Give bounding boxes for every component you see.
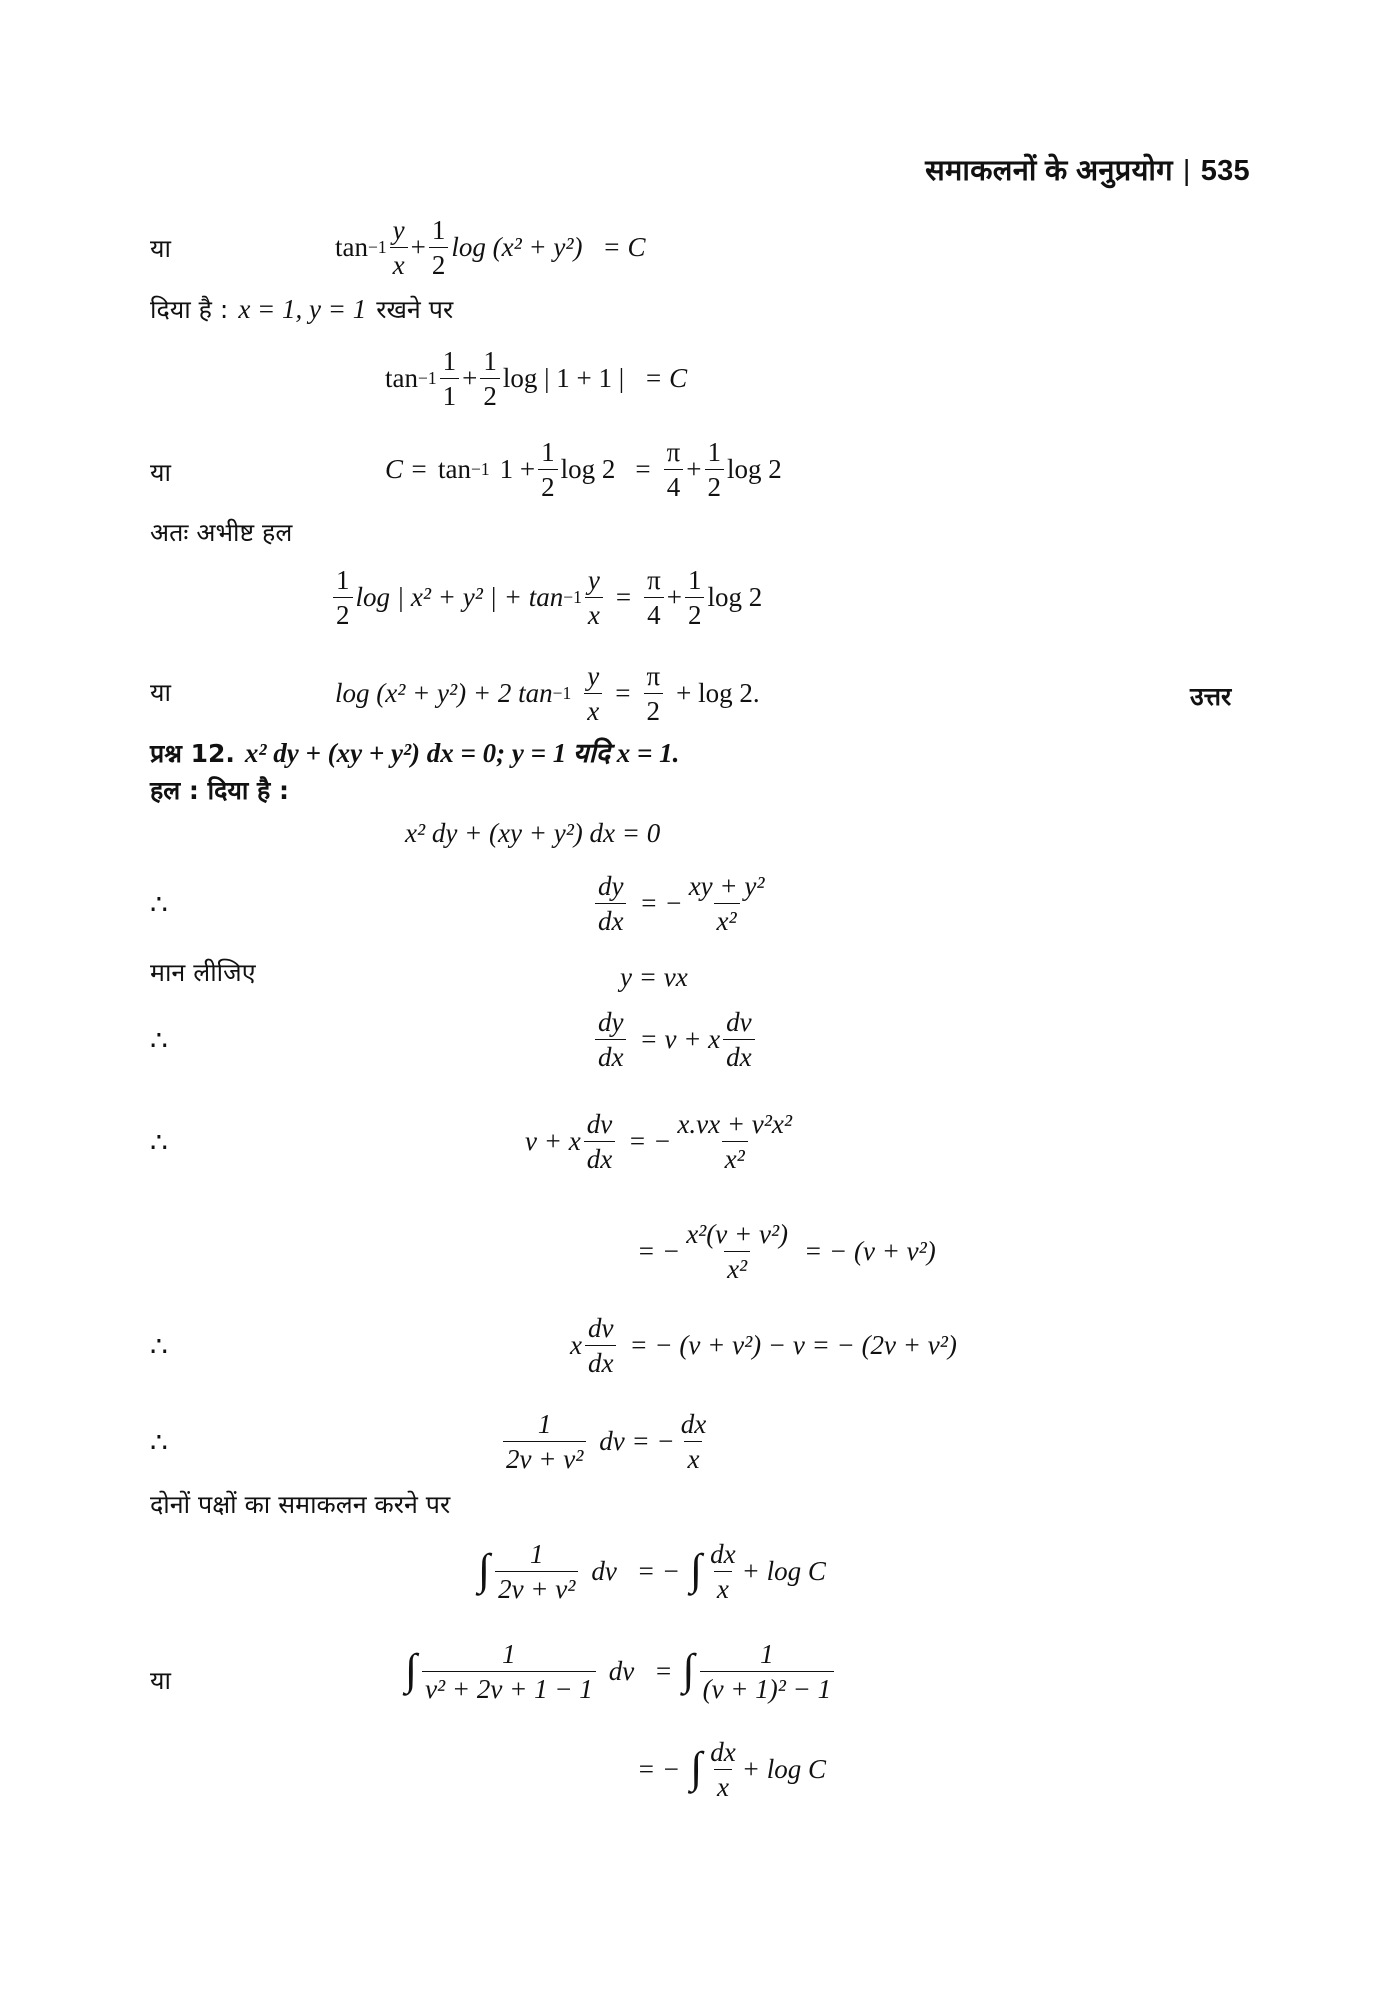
- equation-3: C = tan −1 1 + $\frac{1}{2}$ log 2 = $\frac{\pi}{4}$ + $\frac{1}{2}$ log 2: [385, 437, 782, 503]
- therefore-2: ∴: [150, 1024, 168, 1057]
- question-12: प्रश्न 12. x² dy + (xy + y²) dx = 0; y = 1 यदि x = 1.: [150, 738, 680, 768]
- required-solution-label: अतः अभीष्ट हल: [150, 518, 293, 547]
- page-header: [925, 150, 1250, 189]
- equation-dydx-sub: $\frac{dy}{dx}$ = v + x $\frac{dv}{dx}$: [592, 1008, 758, 1072]
- equation-2: tan −1 $\frac{1}{1}$ + $\frac{1}{2}$ log | 1 + 1 | = C: [385, 346, 688, 412]
- equation-integral-1: ∫ $\frac{1}{\text{2v + v²}}$ dv = − ∫ $\frac{dx}{x}$ + log C: [478, 1539, 826, 1605]
- therefore-4: ∴: [150, 1330, 168, 1363]
- equation-dydx: $\frac{dy}{dx}$ = − $\frac{\text{xy + y²}}{\text{x²}}$: [592, 872, 770, 936]
- header-separator: |: [1182, 155, 1191, 187]
- therefore-3: ∴: [150, 1126, 168, 1159]
- label-ya-2: या: [150, 458, 171, 487]
- label-ya-4: या: [150, 1666, 171, 1695]
- page-number: 535: [1200, 155, 1250, 187]
- integrating-label: दोनों पक्षों का समाकलन करने पर: [150, 1490, 451, 1519]
- equation-5: log (x² + y²) + 2 tan −1 $\frac{y}{x}$ = $\frac{\pi}{2}$ + log 2.: [335, 661, 760, 727]
- label-ya-1: या: [150, 234, 171, 263]
- therefore-1: ∴: [150, 888, 168, 921]
- substitution-y-vx: y = vx: [620, 962, 688, 992]
- let-label: मान लीजिए: [150, 958, 256, 987]
- equation-integral-3: = − ∫ $\frac{dx}{x}$ + log C: [637, 1737, 826, 1803]
- given-line: दिया है : x = 1, y = 1 रखने पर: [150, 294, 454, 324]
- equation-1: tan −1 $\frac{y}{x}$ + $\frac{1}{2}$ log (x² + y²) = C: [335, 215, 646, 281]
- equation-v-plus: v + x $\frac{dv}{dx}$ = − $\frac{\text{x.vx + v²x²}}{\text{x²}}$: [525, 1109, 792, 1175]
- ode-equation: x² dy + (xy + y²) dx = 0: [405, 818, 661, 848]
- solution-given-label: हल : दिया है :: [150, 776, 290, 805]
- equation-4: $\frac{1}{2}$ log | x² + y² | + tan −1 $\frac{y}{x}$ = $\frac{\pi}{4}$ + $\frac{1}{2}$ log 2: [330, 566, 762, 630]
- equation-separated: $\frac{1}{\text{2v + v²}}$ dv = − $\frac{dx}{x}$: [500, 1410, 712, 1474]
- therefore-5: ∴: [150, 1426, 168, 1459]
- label-ya-3: या: [150, 678, 171, 707]
- chapter-title: समाकलनों के अनुप्रयोग: [925, 155, 1173, 187]
- answer-label: उत्तर: [1190, 682, 1232, 711]
- equation-simplify: = − $\frac{\text{x²(v + v²)}}{\text{x²}}$ = − (v + v²): [637, 1219, 936, 1285]
- equation-integral-2: ∫ $\frac{1}{\text{v² + 2v + 1 − 1}}$ dv = ∫ $\frac{1}{\text{(v + 1)² − 1}}$: [405, 1640, 837, 1704]
- equation-x-dvdx: x $\frac{dv}{dx}$ = − (v + v²) − v = − (2v + v²): [570, 1313, 957, 1379]
